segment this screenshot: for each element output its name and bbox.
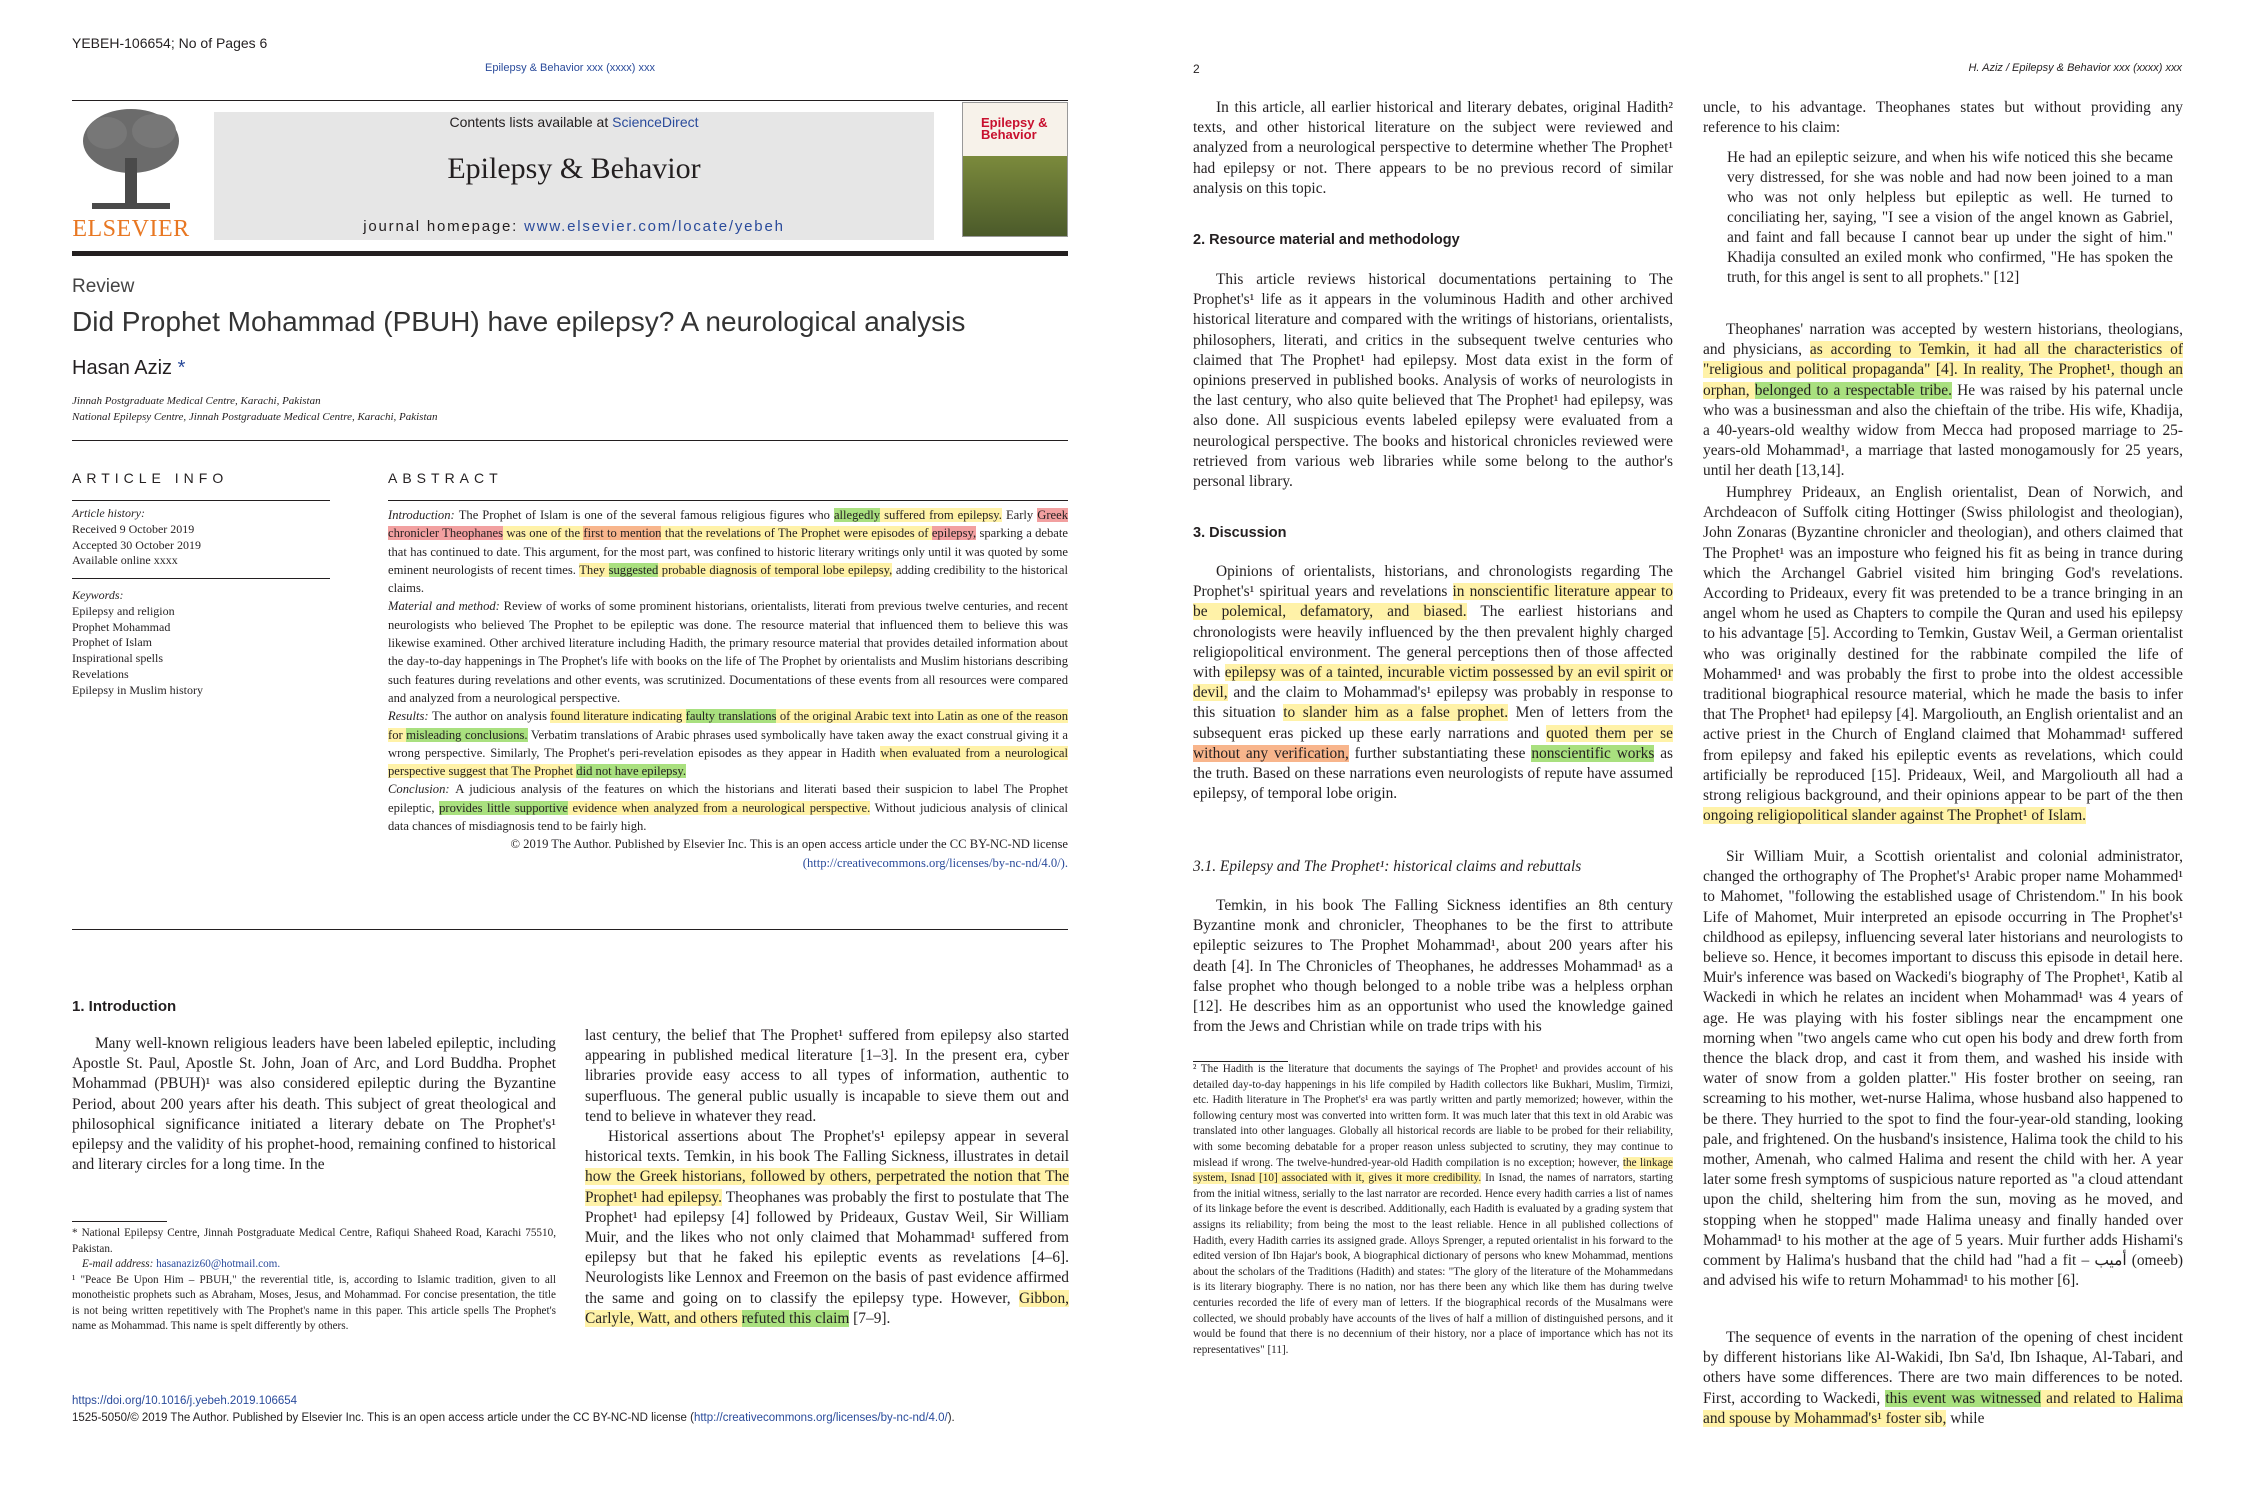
- footnote-email: E-mail address: hasanaziz60@hotmail.com.: [82, 1258, 281, 1270]
- publisher-logo-text: ELSEVIER: [72, 216, 190, 242]
- p2-right-paragraph-3: Humphrey Prideaux, an English orientalist, Dean of Norwich, and Archdeacon of Suffolk citing Hottinger (Swiss philologist and theologian), John Zonaras (Byzantine chronicler and theologian), and others claimed that The Prophet¹ was an imposture who feigned his fit as being in trance during which the Archangel Gabriel visited him bringing God's revelations. According to Prideaux, every fit was pretended to be a trance bringing in an angel whom he used as Chapters to compile the Quran and used his epilepsy to his advantage [5]. According to Temkin, Gustav Weil, a German orientalist who was originally destined for the rabbinate compiled the life of Mohammed¹ and was probably the first to probe into the oldest accessible traditional biographical resource material, which he made the basis to infer that The Prophet¹ had epilepsy [4]. Margoliouth, an English orientalist and an active priest in the Church of England claimed that Mohammad¹ suffered from epilepsy and faked his epileptic events as revelations, which could artificially be reproduced [15]. Prideaux, Weil, and Margoliouth all had a strong religious background, and their opinions appear to be part of the then ongoing religiopolitical slander against The Prophet¹ of Islam.: [1703, 484, 2183, 825]
- intro-paragraph: last century, the belief that The Prophet¹ suffered from epilepsy also started appearing in published medical literature [1–3]. In the present era, cyber libraries provide easy access to all types of information, authentic to superfluous. The general public usually is incapable to sieve them out and tend to believe in whatever they read.: [585, 1027, 1069, 1125]
- p2-right-paragraph-1: uncle, to his advantage. Theophanes states but without providing any reference to his claim:: [1703, 99, 2183, 137]
- masthead-rule: [72, 100, 1068, 101]
- accepted-date: Accepted 30 October 2019: [72, 537, 201, 552]
- section-heading-discussion: 3. Discussion: [1193, 525, 1287, 541]
- section-heading-resources: 2. Resource material and methodology: [1193, 232, 1460, 248]
- p2-right-paragraph-2: Theophanes' narration was accepted by western historians, theologians, and physicians, as according to Temkin, it had all the characteristics of "religious and political propaganda" [4]. In reality, The Prophet¹, though an orphan, belonged to a respectable tribe. He was raised by his paternal uncle who was a businessman and also the chieftain of the tribe. His wife, Khadija, a 40-years-old wealthy widow from Mecca had proposed marriage to 25-years-old Mohammad¹, a marriage that lasted monogamously for 25 years, until her death [13,14].: [1703, 321, 2184, 480]
- abstract-conclusion: Conclusion: A judicious analysis of the features on which the historians and literati based their suspicion to label The Prophet epileptic, provides little supportive evidence when analyzed from a neurological perspective. Without judicious analysis of clinical data chances of misdiagnosis tend to be fairly high.: [388, 782, 1069, 834]
- doi-line: [72, 1395, 297, 1407]
- abstract-bottom-rule: [72, 929, 1068, 930]
- keyword: Prophet of Islam: [72, 635, 152, 650]
- page-number: 2: [1193, 62, 1200, 76]
- sciencedirect-link[interactable]: ScienceDirect: [612, 114, 699, 130]
- abstract-rule: [388, 500, 1068, 501]
- article-title: Did Prophet Mohammad (PBUH) have epilepsy? A neurological analysis: [72, 306, 966, 337]
- copyright-license-link[interactable]: http://creativecommons.org/licenses/by-nc-nd/4.0/: [693, 1412, 948, 1424]
- homepage-link[interactable]: www.elsevier.com/locate/yebeh: [524, 218, 785, 235]
- email-link[interactable]: hasanaziz60@hotmail.com.: [156, 1258, 281, 1270]
- affiliation-2: National Epilepsy Centre, Jinnah Postgraduate Medical Centre, Karachi, Pakistan: [72, 411, 438, 423]
- p2-left-paragraph-4: Temkin, in his book The Falling Sickness identifies an 8th century Byzantine monk and chronicler, Theophanes to be the first to attribute epileptic seizures to The Prophet Mohammad¹, about 200 years after his death [4]. In The Chronicles of Theophanes, he addresses Mohammad¹ as a false prophet who though belonged to a noble tribe was a helpless orphan [12]. He describes him as an opportunist who used the knowledge gained from the Jews and Christian while on trade trips with his: [1193, 897, 1673, 1036]
- journal-reference[interactable]: Epilepsy & Behavior xxx (xxxx) xxx: [485, 62, 655, 74]
- article-info-rule: [72, 500, 330, 501]
- keyword: Prophet Mohammad: [72, 619, 171, 634]
- cover-title: Epilepsy & Behavior: [981, 115, 1048, 142]
- subsection-heading-claims: 3.1. Epilepsy and The Prophet¹: historical claims and rebuttals: [1193, 858, 1582, 875]
- intro-column-1: Many well-known religious leaders have been labeled epileptic, including Apostle St. Paul, Apostle St. John, Joan of Arc, and Lord Buddha. Prophet Mohammad (PBUH)¹ was also considered epileptic during the Byzantine Period, about 200 years after his death. This subject of great theological and philosophical significance initiated a literary debate on The Prophet's¹ epilepsy and the validity of his prophet-hood, remaining confined to historical and literary circles for a long time. In the: [72, 1035, 556, 1174]
- copyright-line: 1525-5050/© 2019 The Author. Published by Elsevier Inc. This is an open access article under the CC BY-NC-ND license (http://creativecommons.org/licenses/by-nc-nd/4.0/).: [72, 1412, 955, 1424]
- footnotes: [72, 1226, 556, 1335]
- p2-left-paragraph-2: This article reviews historical documentations pertaining to The Prophet's¹ life as it appears in the voluminous Hadith and other archived historical literature and compared with the writings of historians, orientalists, philosophers, literati, and critics in the subsequent twelve centuries who claimed that The Prophet¹ had epilepsy. Most data exist in the form of opinions preserved in published books. Analysis of works of neurologists in the last century, who also quite believed that The Prophet¹ had epilepsy, was also done. All suspicious events labeled epilepsy were evaluated from a neurological perspective. The books and historical chronicles reviewed were retrieved from various web libraries while some belong to the author's personal library.: [1193, 271, 1673, 491]
- journal-cover-image: [962, 102, 1068, 237]
- author-name: Hasan Aziz: [72, 357, 173, 379]
- received-date: Received 9 October 2019: [72, 521, 195, 536]
- doi-link[interactable]: https://doi.org/10.1016/j.yebeh.2019.106654: [72, 1395, 298, 1407]
- keyword: Revelations: [72, 666, 129, 681]
- abstract-results: Results: The author on analysis found literature indicating faulty translations of the original Arabic text into Latin as one of the reason for misleading conclusions. Verbatim translations of Arabic phrases used symbolically have taken away the exact construal giving it a wrong perspective. Similarly, The Prophet's peri-revelation episodes as they appear in Hadith when evaluated from a neurological perspective suggest that The Prophet did not have epilepsy.: [388, 709, 1069, 779]
- page-2: [1125, 0, 2250, 1500]
- info-top-rule: [72, 440, 1068, 441]
- online-date: Available online xxxx: [72, 553, 178, 568]
- abstract-introduction: Introduction: The Prophet of Islam is one of the several famous religious figures who allegedly suffered from epilepsy. Early Greek chronicler Theophanes was one of the first to mention that the revelations of The Prophet were episodes of epilepsy, sparking a debate that has continued to date. This argument, for the most part, was confined to historic literary writings only until it was quoted by some eminent neurologists of recent times. They suggested probable diagnosis of temporal lobe epilepsy, adding credibility to the historical claims.: [388, 508, 1068, 596]
- author-line: [72, 357, 185, 380]
- intro-paragraph: Historical assertions about The Prophet's¹ epilepsy appear in several historical texts. Temkin, in his book The Falling Sickness, illustrates in detail how the Greek historians, followed by others, perpetrated the notion that The Prophet¹ had epilepsy. Theophanes was probably the first to postulate that The Prophet¹ had epilepsy [4] followed by Prideaux, Gustav Weil, Sir William Muir, and the likes who not only claimed that Mohammad¹ suffered from epilepsy but that he faked his epileptic events as revelations [4–6]. Neurologists like Lennox and Freemon on the basis of past evidence affirmed the same and going on to classify the epilepsy type. However, Gibbon, Carlyle, Watt, and others refuted this claim [7–9].: [585, 1128, 1069, 1327]
- document-id: YEBEH-106654; No of Pages 6: [72, 35, 268, 51]
- keywords: Keywords: Epilepsy and religion Prophet Mohammad Prophet of Islam Inspirational spells Revelations Epilepsy in Muslim history: [72, 588, 332, 699]
- abstract-license: © 2019 The Author. Published by Elsevier Inc. This is an open access article under the CC BY-NC-ND license (http://creativecommons.org/licenses/by-nc-nd/4.0/).: [510, 837, 1068, 870]
- keywords-rule: [72, 578, 330, 579]
- keyword: Inspirational spells: [72, 651, 163, 666]
- keyword: Epilepsy and religion: [72, 603, 175, 618]
- article-type: Review: [72, 276, 135, 297]
- p2-left-paragraph-1: In this article, all earlier historical and literary debates, original Hadith² texts, and other historical literature on the subject were reviewed and analyzed from a neurological perspective to determine whether The Prophet¹ had epilepsy or not. There appears to be no previous record of similar analysis on this topic.: [1193, 99, 1673, 197]
- p2-right-paragraph-5: The sequence of events in the narration of the opening of chest incident by different historians like Al-Wakidi, Ibn Sa'd, Ibn Ishaque, Al-Tabari, and others have some differences. There are two main differences to be noted. First, according to Wackedi, this event was witnessed and related to Halima and spouse by Mohammad's¹ foster sib, while: [1703, 1329, 2184, 1427]
- footnote-2: ² The Hadith is the literature that documents the sayings of The Prophet¹ and provides account of his detailed day-to-day happenings in his life compiled by Hadith collectors like Bukhari, Muslim, Tirmizi, etc. Hadith literature in The Prophet's¹ era was partly written and partly memorized; however, within the following century most was converted into written form. It was much later that this text in old Arabic was translated into other languages. Globally all historical records are liable to be probed for their reliability, with some becoming debatable for a proper reason unless subjected to scrutiny, they may continue to mislead if wrong. The twelve-hundred-year-old Hadith compilation is no exception; however, the linkage system, Isnad [10] associated with it, gives it more credibility. In Isnad, the names of narrators, starting from the initial witness, serially to the last narrator are recorded. Hence every hadith carries a list of names of its linkage before the event is described. Additionally, each Hadith is evaluated by a grading system that assigns its reliability; from being the most to the least reliable. Hence in all published collections of Hadith, every Hadith carries its assigned grade. Alloys Sprenger, a reputed orientalist in his forward to the edited version of Ibn Hajar's book, A biographical dictionary of persons who knew Mohammad, mentions about the scholars of the Traditions (Hadith) and states: "The glory of the literature of the Mohammedans is its literary biography. There is no nation, nor has there been any which like them has during twelve centuries recorded the life of every man of letters. If the biographical records of the Musalmans were collected, we should probably have accounts of the lives of half a million of distinguished persons, and it would be found that there is no decennium of their history, nor a place of importance which has not its representatives" [11].: [1193, 1063, 1673, 1356]
- abstract-method: Material and method: Review of works of some prominent historians, orientalists, literati from previous twelve centuries, and recent neurologists who believed The Prophet to be epileptic was done. The resource material that influenced them to believe this was likewise examined. Other archived literature including Hadith, the primary resource material that provides detailed information about the day-to-day happenings in The Prophet's life with books on the life of The Prophet by orientalists and Muslim historians describing such features during revelations and other events, was scrutinized. Documentations of these events from all resources were compared and analyzed from a neurological perspective.: [388, 599, 1068, 705]
- license-link[interactable]: (http://creativecommons.org/licenses/by-nc-nd/4.0/).: [802, 855, 1068, 870]
- p2-left-paragraph-3: Opinions of orientalists, historians, and chronologists regarding The Prophet's¹ spiritual years and revelations in nonscientific literature appear to be polemical, defamatory, and biased. The earliest historians and chronologists were heavily influenced by the then prevalent highly charged religiopolitical environment. The general perceptions then of those affected with epilepsy was of a tainted, incurable victim possessed by an evil spirit or devil, and the claim to Mohammad's¹ epilepsy was probably in response to this situation to slander him as a false prophet. Men of letters from the subsequent eras picked up these early narrations and quoted them per se without any verification, further substantiating these nonscientific works as the truth. Based on these narrations even neurologists of repute have assumed epilepsy, of temporal lobe origin.: [1193, 563, 1674, 803]
- header-thick-rule: [72, 251, 1068, 256]
- p2-right-paragraph-4: Sir William Muir, a Scottish orientalist and colonial administrator, changed the orthography of The Prophet's¹ Arabic proper name Mohammed¹ to Mahomet, "following the established usage of Christendom." In his book Life of Mahomet, Muir interpreted an episode occurring in The Prophet's¹ childhood as epilepsy, influencing several later historians and neurologists to believe so. Hence, it becomes important to discuss this episode in detail here. Muir's inference was based on Wackedi's biography of The Prophet¹, Katib al Wackedi in which he relates an incident when Mohammad¹ was 4 years of age. He was playing with his foster siblings near the encampment one morning when "two angels came who cut open his body and drew forth from thence the black drop, and cast it from them, and washed his inside with water of snow from a golden platter." His foster brother on seeing, ran screaming to his mother, wet-nurse Halima, whose husband also happened to be there. They hurried to the spot to find the four-year-old standing, looking pale, and frightened. On the husband's insistence, Halima took the child to his mother, Amenah, who calmed Halima and resent the child with her. A year later some fresh symptoms of suspicious nature reported as "a cloud attendant upon the child, sheltering him from the sun, moving as he moved, and stopping when he stopped" made Halima uneasy and finally handed over Mohammad¹ to his mother at the age of 5 years. Muir further adds Hishami's comment by Halima's husband that the child had "had a fit – أميب (omeeb) and advised his wife to return Mohammad¹ to his mother [6].: [1703, 848, 2184, 1290]
- affiliation-1: Jinnah Postgraduate Medical Centre, Karachi, Pakistan: [72, 395, 321, 407]
- theophanes-quote: He had an epileptic seizure, and when his wife noticed this she became very distressed, for she was noble and had now been joined to a man who was not only helpless but epileptic as well. He turned to conciliating her, saying, "I see a vision of the angel known as Gabriel, and faint and fall because I cannot bear up under the sight of him." Khadija consulted an exiled monk who confirmed, "He has spoken the truth, for this angel is sent to all prophets." [12]: [1727, 149, 2173, 286]
- footnote-rule: [72, 1221, 167, 1222]
- abstract-body: [388, 506, 1068, 872]
- journal-title: Epilepsy & Behavior: [447, 152, 701, 185]
- footnote-corresponding: * National Epilepsy Centre, Jinnah Postgraduate Medical Centre, Rafiqui Shaheed Road, Karachi 75510, Pakistan.: [72, 1227, 556, 1255]
- footnote-1: ¹ "Peace Be Upon Him – PBUH," the reverential title, is, according to Islamic tradition, given to all monotheistic prophets such as Abraham, Moses, Jesus, and Mohammad. For concise presentation, the title is not being written repetitively with The Prophet's name in this paper. This article spells The Prophet's name as Mohammad. This name is spelt differently by others.: [72, 1273, 556, 1332]
- section-heading-introduction: 1. Introduction: [72, 998, 177, 1015]
- journal-homepage: journal homepage: www.elsevier.com/locate/yebeh: [363, 218, 785, 235]
- article-info-heading: ARTICLE INFO: [72, 470, 229, 486]
- running-head: H. Aziz / Epilepsy & Behavior xxx (xxxx) xxx: [1968, 62, 2182, 74]
- intro-column-2: [585, 1026, 1069, 1329]
- abstract-heading: ABSTRACT: [388, 470, 503, 486]
- contents-lists: Contents lists available at ScienceDirect: [449, 114, 699, 130]
- author-footnote-mark[interactable]: *: [177, 357, 186, 379]
- keyword: Epilepsy in Muslim history: [72, 682, 204, 697]
- journal-banner: [214, 112, 934, 240]
- article-history: Article history: Received 9 October 2019 Accepted 30 October 2019 Available online xxxx: [72, 506, 332, 569]
